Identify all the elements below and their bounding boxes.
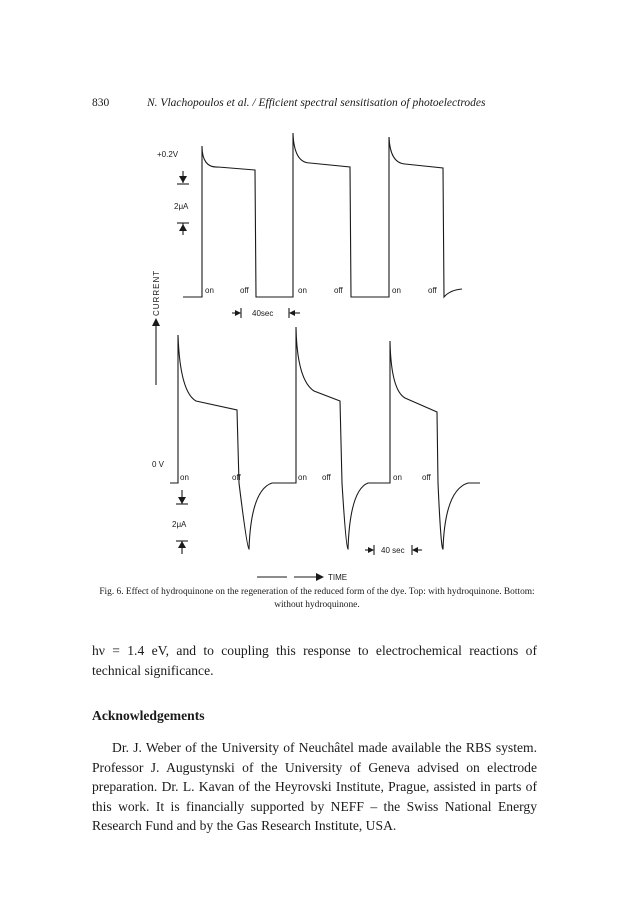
arrow-left-icon (289, 310, 295, 316)
y-axis-label: CURRENT (152, 269, 161, 316)
top-scale-label: 2μA (174, 202, 189, 211)
top-on-label: on (298, 286, 307, 295)
arrow-left-icon (412, 547, 418, 553)
running-title: N. Vlachopoulos et al. / Efficient spectral sensitisation of photoelectrodes (147, 97, 486, 109)
bottom-off-label: off (322, 473, 331, 482)
scale-arrow-icon (178, 541, 186, 548)
top-potential-label: +0.2V (157, 150, 179, 159)
arrow-right-icon (316, 573, 324, 581)
top-interval-label: 40sec (252, 309, 274, 318)
scale-arrow-icon (179, 176, 187, 183)
scale-arrow-icon (179, 224, 187, 231)
bottom-scale-label: 2μA (172, 520, 187, 529)
bottom-photocurrent-trace (170, 327, 480, 549)
bottom-potential-label: 0 V (152, 460, 165, 469)
top-on-label: on (392, 286, 401, 295)
section-heading: Acknowledgements (92, 708, 205, 723)
top-off-label: off (334, 286, 343, 295)
bottom-on-label: on (180, 473, 189, 482)
arrow-up-icon (152, 318, 160, 326)
top-photocurrent-trace (183, 133, 462, 297)
page-number: 830 (92, 97, 110, 109)
scale-arrow-icon (178, 497, 186, 504)
bottom-interval-label: 40 sec (381, 546, 405, 555)
top-off-label: off (240, 286, 249, 295)
bottom-on-label: on (393, 473, 402, 482)
body-paragraph: hν = 1.4 eV, and to coupling this response to electrochemical reactions of technical significance. (92, 643, 537, 678)
figure-caption: Fig. 6. Effect of hydroquinone on the regeneration of the reduced form of the dye. Top: with hydroquinone. Bottom: without hydroquinone. (99, 587, 535, 610)
top-on-label: on (205, 286, 214, 295)
acknowledgements-paragraph: Dr. J. Weber of the University of Neuchâtel made available the RBS system. Professor J. Augustynski of the University of Geneva advised on electrode preparation. Dr. L. Kavan of the Heyrovski Institute, Prague, assisted in parts of this work. It is financially supported by NEFF – the Swiss National Energy Research Fund and by the Gas Research Institute, USA. (92, 740, 537, 833)
x-axis-label: TIME (328, 573, 348, 582)
top-off-label: off (428, 286, 437, 295)
arrow-right-icon (235, 310, 241, 316)
bottom-on-label: on (298, 473, 307, 482)
bottom-off-label: off (232, 473, 241, 482)
arrow-right-icon (368, 547, 374, 553)
bottom-off-label: off (422, 473, 431, 482)
